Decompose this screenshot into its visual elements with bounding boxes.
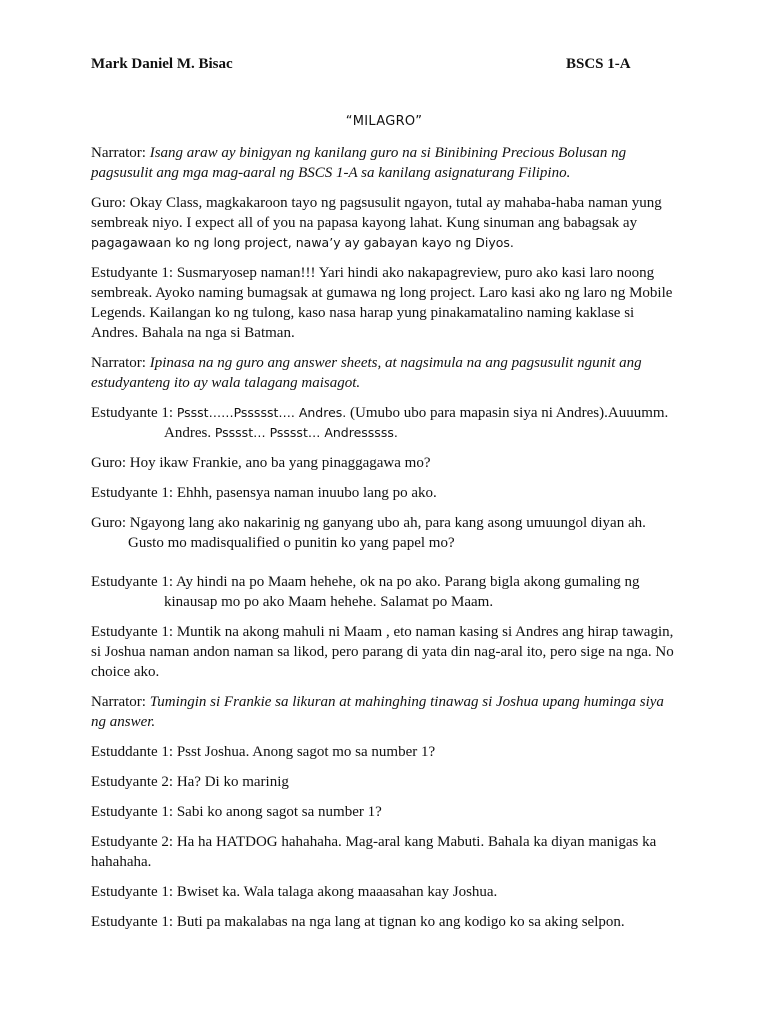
dialogue-text: Estudyante 1: Buti pa makalabas na nga lang at tignan ko ang kodigo ko sa aking selpon. [91,914,625,930]
dialogue-text: Estudyante 1: Ehhh, pasensya naman inuubo lang po ako. [91,485,437,501]
dialogue-text: Guro: Hoy ikaw Frankie, ano ba yang pinaggagawa mo? [91,455,431,471]
dialogue-text: Estudyante 1: Susmaryosep naman!!! Yari hindi ako nakapagreview, puro ako kasi laro noong sembreak. Ayoko naming bumagsak at gumawa ng long project. Laro kasi ako ng laro ng Mobile Legends. Kailangan ko ng tulong, kaso nasa harap yung pinakamatalino naming kaklase si Andres. Bahala na nga si Batman. [91,265,673,341]
dialogue-text: Estudyante 2: Ha ha HATDOG hahahaha. Mag-aral kang Mabuti. Bahala ka diyan manigas ka hahahaha. [91,834,657,870]
author-name: Mark Daniel M. Bisac [91,56,233,72]
dialogue-paragraph [91,263,681,343]
narration-paragraph [91,692,681,732]
dialogue-text: Andres. [164,425,215,441]
dialogue-text-alt-font: pagagawaan ko ng long project, nawa’y ay gabayan kayo ng Diyos. [91,235,514,250]
dialogue-paragraph [91,403,681,443]
document-body [91,143,681,942]
speaker-label: Narrator: [91,145,150,161]
dialogue-text: Estuddante 1: Psst Joshua. Anong sagot mo sa number 1? [91,744,436,760]
dialogue-paragraph [91,832,681,872]
dialogue-paragraph [91,453,681,473]
dialogue-paragraph [91,572,681,612]
speaker-label: Estudyante 1: [91,405,177,421]
dialogue-text: Estudyante 2: Ha? Di ko marinig [91,774,289,790]
dialogue-paragraph [91,742,681,762]
speaker-label: Narrator: [91,355,150,371]
whisper-text: Psssst… Psssst… Andresssss. [214,425,398,440]
dialogue-paragraph [91,882,681,902]
narration-paragraph [91,353,681,393]
dialogue-text: kinausap mo po ako Maam hehehe. Salamat po Maam. [164,594,494,610]
dialogue-text: Estudyante 1: Sabi ko anong sagot sa number 1? [91,804,382,820]
dialogue-text: Gusto mo madisqualified o punitin ko yang papel mo? [128,535,455,551]
dialogue-text: (Umubo ubo para mapasin siya ni Andres).Auuumm. [346,405,669,421]
dialogue-paragraph [91,193,681,253]
document-title: “MILAGRO” [345,114,423,129]
class-section: BSCS 1-A [566,56,631,72]
whisper-text: Pssst……Pssssst…. Andres. [176,405,347,420]
narration-text: Ipinasa na ng guro ang answer sheets, at nagsimula na ang pagsusulit ngunit ang estudyanteng ito ay wala talagang maisagot. [91,355,642,391]
dialogue-paragraph [91,513,681,553]
dialogue-text: Guro: Ngayong lang ako nakarinig ng ganyang ubo ah, para kang asong umuungol diyan ah. [91,515,646,531]
speaker-label: Narrator: [91,694,150,710]
narration-text: Tumingin si Frankie sa likuran at mahinghing tinawag si Joshua upang huminga siya ng answer. [91,694,664,730]
dialogue-paragraph [91,802,681,822]
dialogue-paragraph [91,772,681,792]
dialogue-paragraph [91,483,681,503]
narration-paragraph [91,143,681,183]
dialogue-text: Estudyante 1: Ay hindi na po Maam hehehe, ok na po ako. Parang bigla akong gumaling ng [91,574,640,590]
dialogue-text: Guro: Okay Class, magkakaroon tayo ng pagsusulit ngayon, tutal ay mahaba-haba naman yung sembreak niyo. I expect all of you na papasa kayong lahat. Kung sinuman ang babagsak ay [91,195,662,231]
dialogue-paragraph [91,912,681,932]
dialogue-paragraph [91,622,681,682]
dialogue-text: Estudyante 1: Bwiset ka. Wala talaga akong maaasahan kay Joshua. [91,884,498,900]
narration-text: Isang araw ay binigyan ng kanilang guro na si Binibining Precious Bolusan ng pagsusulit ang mga mag-aaral ng BSCS 1-A sa kanilang asignaturang Filipino. [91,145,627,181]
dialogue-text: Estudyante 1: Muntik na akong mahuli ni Maam , eto naman kasing si Andres ang hirap tawagin, si Joshua naman andon naman sa likod, pero parang di yata din nag-aral ito, pero sige na nga. No choice ako. [91,624,674,680]
